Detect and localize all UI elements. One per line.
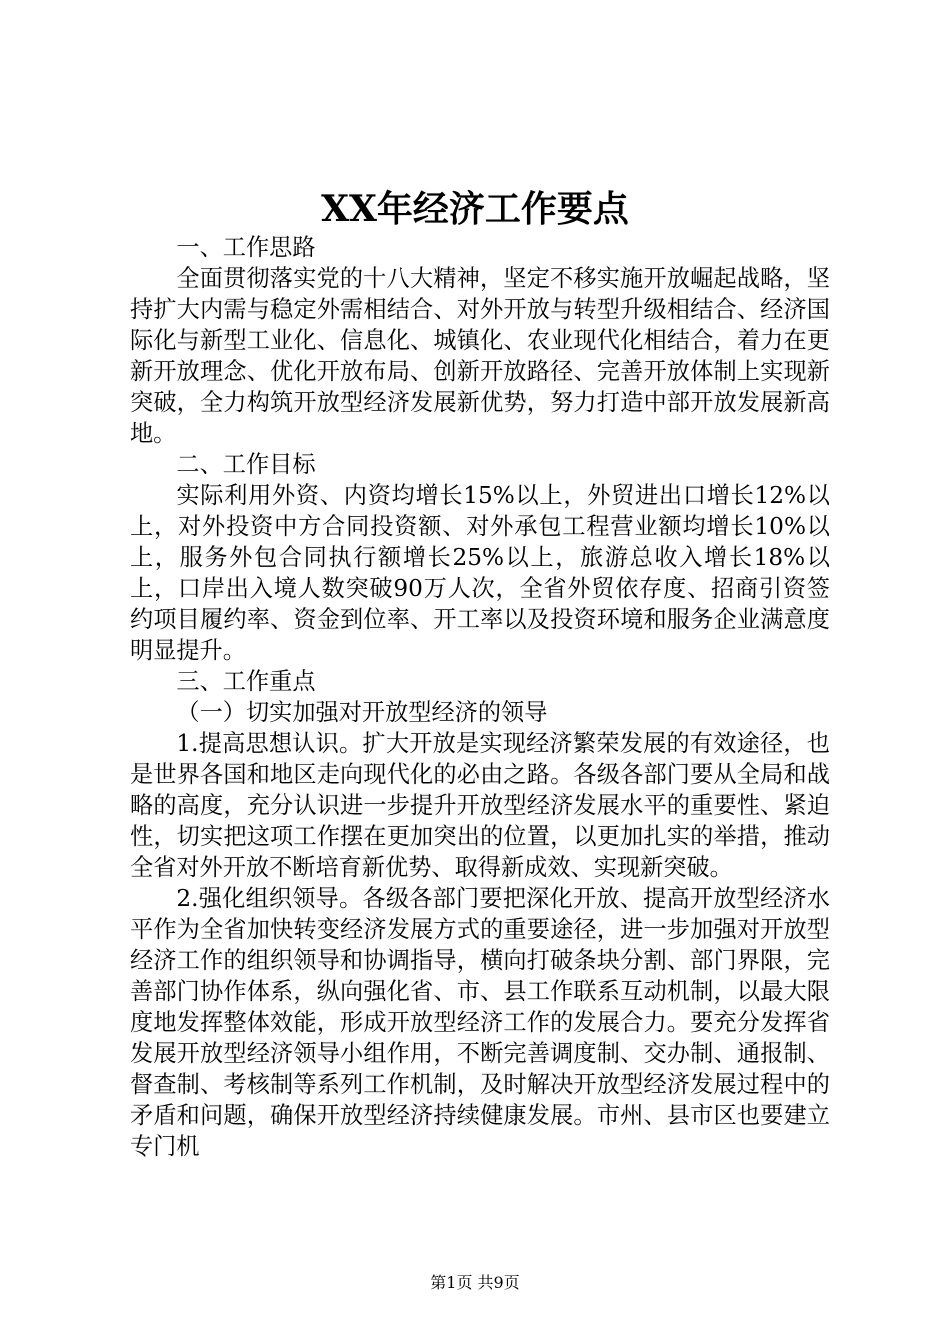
document-title: XX年经济工作要点 bbox=[321, 188, 629, 230]
paragraph-item-1: 1.提高思想认识。扩大开放是实现经济繁荣发展的有效途径，也是世界各国和地区走向现代化的必由之路。各级各部门要从全局和战略的高度，充分认识进一步提升开放型经济发展水平的重要性、紧迫性，切实把这项工作摆在更加突出的位置，以更加扎实的举措，推动全省对外开放不断培育新优势、取得新成效、实现新突破。 bbox=[130, 730, 830, 881]
section-heading-1: 一、工作思路 bbox=[176, 234, 316, 261]
document-body bbox=[130, 232, 830, 1162]
paragraph-item-2: 2.强化组织领导。各级各部门要把深化开放、提高开放型经济水平作为全省加快转变经济发展方式的重要途径，进一步加强对开放型经济工作的组织领导和协调指导，横向打破条块分割、部门界限，完善部门协作体系，纵向强化省、市、县工作联系互动机制，以最大限度地发挥整体效能，形成开放型经济工作的发展合力。要充分发挥省发展开放型经济领导小组作用，不断完善调度制、交办制、通报制、督查制、考核制等系列工作机制，及时解决开放型经济发展过程中的矛盾和问题，确保开放型经济持续健康发展。市州、县市区也要建立专门机 bbox=[130, 885, 830, 1160]
subsection-heading-1: （一）切实加强对开放型经济的领导 bbox=[176, 699, 548, 726]
page-footer: 第1页 共9页 bbox=[430, 1273, 520, 1292]
section-heading-3: 三、工作重点 bbox=[176, 668, 316, 695]
paragraph-work-idea: 全面贯彻落实党的十八大精神，坚定不移实施开放崛起战略，坚持扩大内需与稳定外需相结合、对外开放与转型升级相结合、经济国际化与新型工业化、信息化、城镇化、农业现代化相结合，着力在更新开放理念、优化开放布局、创新开放路径、完善开放体制上实现新突破，全力构筑开放型经济发展新优势，努力打造中部开放发展新高地。 bbox=[130, 265, 830, 447]
section-heading-2: 二、工作目标 bbox=[176, 451, 316, 478]
paragraph-work-goals: 实际利用外资、内资均增长15%以上，外贸进出口增长12%以上，对外投资中方合同投资额、对外承包工程营业额均增长10%以上，服务外包合同执行额增长25%以上，旅游总收入增长18%以上，口岸出入境人数突破90万人次，全省外贸依存度、招商引资签约项目履约率、资金到位率、开工率以及投资环境和服务企业满意度明显提升。 bbox=[130, 482, 830, 664]
